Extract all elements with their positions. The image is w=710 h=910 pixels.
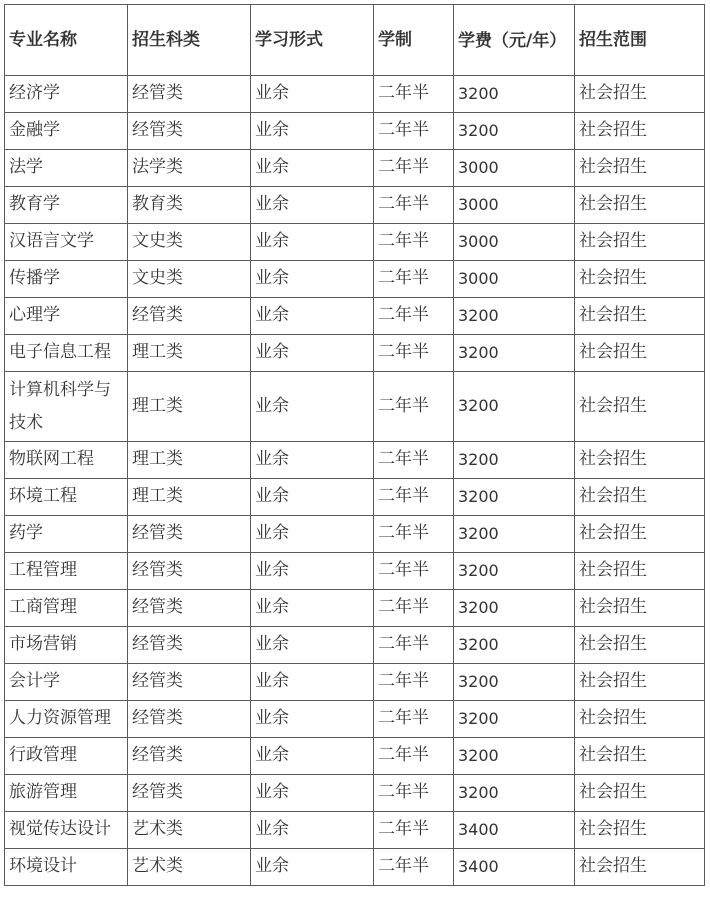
cell-scope: 社会招生 bbox=[575, 627, 705, 664]
header-scope: 招生范围 bbox=[575, 5, 705, 76]
cell-scope: 社会招生 bbox=[575, 298, 705, 335]
table-row bbox=[5, 664, 705, 701]
cell-category: 经管类 bbox=[128, 701, 251, 738]
cell-tuition: 3400 bbox=[454, 812, 575, 849]
cell-scope: 社会招生 bbox=[575, 590, 705, 627]
cell-category: 文史类 bbox=[128, 224, 251, 261]
cell-duration: 二年半 bbox=[374, 187, 454, 224]
cell-duration: 二年半 bbox=[374, 738, 454, 775]
header-study-form: 学习形式 bbox=[251, 5, 374, 76]
cell-major: 会计学 bbox=[5, 664, 128, 701]
table-row bbox=[5, 849, 705, 886]
cell-category: 经管类 bbox=[128, 627, 251, 664]
cell-category: 法学类 bbox=[128, 150, 251, 187]
cell-category: 经管类 bbox=[128, 516, 251, 553]
cell-major: 电子信息工程 bbox=[5, 335, 128, 372]
cell-duration: 二年半 bbox=[374, 627, 454, 664]
header-category: 招生科类 bbox=[128, 5, 251, 76]
cell-category: 经管类 bbox=[128, 76, 251, 113]
cell-scope: 社会招生 bbox=[575, 442, 705, 479]
cell-study-form: 业余 bbox=[251, 442, 374, 479]
cell-study-form: 业余 bbox=[251, 590, 374, 627]
cell-scope: 社会招生 bbox=[575, 775, 705, 812]
cell-tuition: 3200 bbox=[454, 664, 575, 701]
cell-duration: 二年半 bbox=[374, 113, 454, 150]
cell-major: 市场营销 bbox=[5, 627, 128, 664]
cell-category: 教育类 bbox=[128, 187, 251, 224]
cell-tuition: 3200 bbox=[454, 479, 575, 516]
table-row bbox=[5, 775, 705, 812]
cell-major: 环境工程 bbox=[5, 479, 128, 516]
cell-study-form: 业余 bbox=[251, 849, 374, 886]
cell-tuition: 3000 bbox=[454, 224, 575, 261]
cell-scope: 社会招生 bbox=[575, 479, 705, 516]
cell-duration: 二年半 bbox=[374, 224, 454, 261]
cell-tuition: 3200 bbox=[454, 701, 575, 738]
cell-major bbox=[5, 372, 128, 442]
cell-study-form: 业余 bbox=[251, 627, 374, 664]
cell-duration: 二年半 bbox=[374, 298, 454, 335]
cell-tuition: 3200 bbox=[454, 590, 575, 627]
cell-study-form: 业余 bbox=[251, 701, 374, 738]
table-body bbox=[5, 76, 705, 886]
cell-tuition: 3200 bbox=[454, 775, 575, 812]
cell-scope: 社会招生 bbox=[575, 187, 705, 224]
cell-study-form: 业余 bbox=[251, 261, 374, 298]
cell-scope: 社会招生 bbox=[575, 738, 705, 775]
cell-major-text: 计算机科学与技术 bbox=[9, 380, 111, 433]
cell-tuition: 3200 bbox=[454, 627, 575, 664]
cell-study-form: 业余 bbox=[251, 224, 374, 261]
cell-category: 艺术类 bbox=[128, 849, 251, 886]
cell-duration: 二年半 bbox=[374, 479, 454, 516]
cell-scope: 社会招生 bbox=[575, 76, 705, 113]
cell-category: 经管类 bbox=[128, 664, 251, 701]
cell-tuition: 3200 bbox=[454, 553, 575, 590]
cell-duration: 二年半 bbox=[374, 372, 454, 442]
enrollment-table bbox=[4, 4, 705, 886]
cell-duration: 二年半 bbox=[374, 590, 454, 627]
cell-category: 经管类 bbox=[128, 738, 251, 775]
cell-scope: 社会招生 bbox=[575, 335, 705, 372]
table-row bbox=[5, 812, 705, 849]
cell-scope: 社会招生 bbox=[575, 261, 705, 298]
cell-tuition: 3200 bbox=[454, 442, 575, 479]
cell-scope: 社会招生 bbox=[575, 701, 705, 738]
cell-duration: 二年半 bbox=[374, 442, 454, 479]
cell-duration: 二年半 bbox=[374, 664, 454, 701]
cell-duration: 二年半 bbox=[374, 150, 454, 187]
table-row bbox=[5, 590, 705, 627]
cell-tuition: 3200 bbox=[454, 298, 575, 335]
cell-study-form: 业余 bbox=[251, 738, 374, 775]
cell-scope: 社会招生 bbox=[575, 224, 705, 261]
table-row bbox=[5, 224, 705, 261]
cell-study-form: 业余 bbox=[251, 516, 374, 553]
cell-study-form: 业余 bbox=[251, 479, 374, 516]
table-row bbox=[5, 738, 705, 775]
cell-major: 环境设计 bbox=[5, 849, 128, 886]
cell-major: 人力资源管理 bbox=[5, 701, 128, 738]
cell-study-form: 业余 bbox=[251, 553, 374, 590]
cell-tuition: 3200 bbox=[454, 738, 575, 775]
header-major: 专业名称 bbox=[5, 5, 128, 76]
cell-tuition: 3000 bbox=[454, 187, 575, 224]
table-row bbox=[5, 261, 705, 298]
cell-tuition: 3000 bbox=[454, 150, 575, 187]
cell-study-form: 业余 bbox=[251, 372, 374, 442]
cell-study-form: 业余 bbox=[251, 664, 374, 701]
header-tuition bbox=[454, 5, 575, 76]
table-row bbox=[5, 372, 705, 442]
cell-tuition: 3000 bbox=[454, 261, 575, 298]
cell-major: 工程管理 bbox=[5, 553, 128, 590]
cell-tuition: 3200 bbox=[454, 372, 575, 442]
cell-major: 传播学 bbox=[5, 261, 128, 298]
cell-category: 经管类 bbox=[128, 590, 251, 627]
header-duration: 学制 bbox=[374, 5, 454, 76]
cell-duration: 二年半 bbox=[374, 701, 454, 738]
cell-major: 行政管理 bbox=[5, 738, 128, 775]
cell-duration: 二年半 bbox=[374, 812, 454, 849]
cell-major: 物联网工程 bbox=[5, 442, 128, 479]
cell-tuition: 3200 bbox=[454, 516, 575, 553]
table-row bbox=[5, 442, 705, 479]
cell-category: 艺术类 bbox=[128, 812, 251, 849]
table-row bbox=[5, 479, 705, 516]
cell-tuition: 3200 bbox=[454, 113, 575, 150]
cell-scope: 社会招生 bbox=[575, 372, 705, 442]
table-row bbox=[5, 150, 705, 187]
cell-category: 经管类 bbox=[128, 113, 251, 150]
cell-scope: 社会招生 bbox=[575, 553, 705, 590]
cell-major: 工商管理 bbox=[5, 590, 128, 627]
table-header-row bbox=[5, 5, 705, 76]
cell-category: 理工类 bbox=[128, 335, 251, 372]
cell-tuition: 3200 bbox=[454, 335, 575, 372]
cell-study-form: 业余 bbox=[251, 187, 374, 224]
cell-scope: 社会招生 bbox=[575, 849, 705, 886]
cell-tuition: 3400 bbox=[454, 849, 575, 886]
cell-category: 理工类 bbox=[128, 372, 251, 442]
cell-scope: 社会招生 bbox=[575, 150, 705, 187]
cell-category: 经管类 bbox=[128, 775, 251, 812]
table-row bbox=[5, 298, 705, 335]
cell-duration: 二年半 bbox=[374, 849, 454, 886]
cell-duration: 二年半 bbox=[374, 775, 454, 812]
cell-major: 旅游管理 bbox=[5, 775, 128, 812]
cell-major: 视觉传达设计 bbox=[5, 812, 128, 849]
cell-study-form: 业余 bbox=[251, 150, 374, 187]
cell-duration: 二年半 bbox=[374, 516, 454, 553]
table-row bbox=[5, 113, 705, 150]
cell-study-form: 业余 bbox=[251, 298, 374, 335]
cell-scope: 社会招生 bbox=[575, 113, 705, 150]
table-row bbox=[5, 516, 705, 553]
cell-major: 药学 bbox=[5, 516, 128, 553]
cell-major: 教育学 bbox=[5, 187, 128, 224]
table-row bbox=[5, 553, 705, 590]
cell-major: 汉语言文学 bbox=[5, 224, 128, 261]
table-row bbox=[5, 187, 705, 224]
cell-duration: 二年半 bbox=[374, 553, 454, 590]
cell-study-form: 业余 bbox=[251, 775, 374, 812]
table-row bbox=[5, 701, 705, 738]
table-row bbox=[5, 627, 705, 664]
table-row bbox=[5, 335, 705, 372]
cell-major: 法学 bbox=[5, 150, 128, 187]
cell-study-form: 业余 bbox=[251, 76, 374, 113]
cell-scope: 社会招生 bbox=[575, 664, 705, 701]
cell-study-form: 业余 bbox=[251, 812, 374, 849]
header-tuition-label: 学费（元/年） bbox=[458, 30, 567, 51]
cell-duration: 二年半 bbox=[374, 335, 454, 372]
cell-category: 理工类 bbox=[128, 479, 251, 516]
cell-scope: 社会招生 bbox=[575, 812, 705, 849]
cell-major: 心理学 bbox=[5, 298, 128, 335]
table-row bbox=[5, 76, 705, 113]
cell-major: 金融学 bbox=[5, 113, 128, 150]
cell-study-form: 业余 bbox=[251, 113, 374, 150]
cell-category: 文史类 bbox=[128, 261, 251, 298]
cell-duration: 二年半 bbox=[374, 76, 454, 113]
cell-major: 经济学 bbox=[5, 76, 128, 113]
cell-category: 经管类 bbox=[128, 553, 251, 590]
cell-study-form: 业余 bbox=[251, 335, 374, 372]
cell-category: 理工类 bbox=[128, 442, 251, 479]
cell-duration: 二年半 bbox=[374, 261, 454, 298]
cell-category: 经管类 bbox=[128, 298, 251, 335]
cell-tuition: 3200 bbox=[454, 76, 575, 113]
cell-scope: 社会招生 bbox=[575, 516, 705, 553]
